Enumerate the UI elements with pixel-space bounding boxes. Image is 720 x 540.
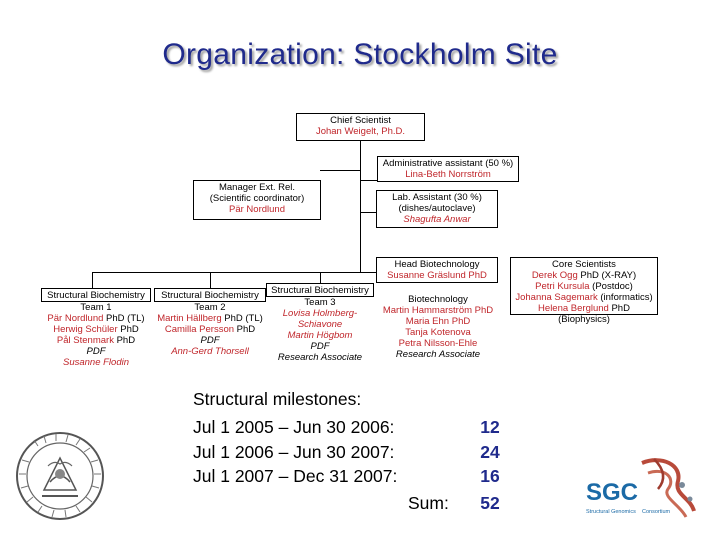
manager-sub: (Scientific coordinator): [209, 193, 305, 204]
core-member: [511, 303, 657, 325]
university-seal-logo: [14, 430, 106, 522]
milestones-heading: Structural milestones:: [193, 389, 362, 409]
chief-scientist-box: [296, 113, 425, 141]
team3-member-role: Research Associate: [277, 352, 363, 363]
team2-member-name: Camilla Persson: [164, 324, 235, 335]
manager-name: Pär Nordlund: [229, 204, 285, 215]
team3-member-name: Lovisa Holmberg-: [282, 308, 358, 319]
chief-suffix: , Ph.D.: [375, 126, 406, 137]
core-member-name: Derek Ogg: [531, 270, 578, 281]
core-member: [511, 292, 657, 303]
team3-member-name: Martin Högbom: [287, 330, 353, 341]
team3-member-name: Schiavone: [297, 319, 343, 330]
team2-member-name: Martin Hällberg: [157, 313, 222, 324]
admin-role: Administrative assistant (50 %): [382, 158, 514, 169]
team1-member-suffix: PhD (TL): [103, 313, 145, 324]
team1-member-name: Pål Stenmark: [56, 335, 114, 346]
biotech-member-name: Martin Hammarström: [382, 305, 473, 316]
team1-member-name: Susanne Flodin: [62, 357, 130, 368]
milestone-sum-value: 52: [480, 493, 500, 513]
biotech-member-suffix: PhD: [472, 305, 494, 316]
chief-role: Chief Scientist: [330, 115, 391, 126]
biotech-title: Biotechnology: [408, 294, 468, 305]
team2-box: [154, 288, 266, 302]
page-title: Organization: Stockholm Site: [162, 38, 558, 71]
team2-title: Structural Biochemistry: [161, 290, 259, 301]
chief-name: Johan Weigelt: [315, 126, 376, 137]
team2-sub: Team 2: [194, 302, 226, 313]
milestone-value: 24: [480, 442, 500, 462]
connector-line: [92, 272, 93, 289]
team2-members: [148, 302, 272, 357]
team3-box: [266, 283, 374, 297]
biotech-member-name: Tanja Kotenova: [405, 327, 471, 338]
connector-line: [320, 170, 361, 171]
lab-assistant-box: [376, 190, 498, 228]
team1-member-suffix: PhD: [117, 324, 139, 335]
core-member-suffix: (informatics): [597, 292, 653, 303]
sgc-logo-sub1: Structural Genomics: [586, 509, 636, 515]
team3-sub: Team 3: [304, 297, 336, 308]
core-member-suffix: PhD (Biophysics): [558, 303, 630, 325]
milestone-value: 12: [480, 417, 500, 437]
core-title: Core Scientists: [552, 259, 616, 270]
team1-title: Structural Biochemistry: [47, 290, 145, 301]
head-biotech-name: Susanne Gräslund: [387, 270, 466, 281]
lab-sub: (dishes/autoclave): [398, 203, 476, 214]
team3-members: [264, 297, 376, 363]
milestone-value: 16: [480, 466, 500, 486]
lab-role: Lab. Assistant (30 %): [392, 192, 482, 203]
lab-name: Shagufta Anwar: [403, 214, 471, 225]
team1-member-role: PDF: [86, 346, 106, 357]
biotech-member-suffix: PhD: [449, 316, 471, 327]
core-member-name: Petri Kursula: [535, 281, 590, 292]
biotech-member-name: Maria Ehn: [405, 316, 450, 327]
team1-member-name: Pär Nordlund: [47, 313, 104, 324]
team1-member-name: Herwig Schüler: [53, 324, 118, 335]
head-biotech-role: Head Biotechnology: [394, 259, 480, 270]
team2-member-name: Ann-Gerd Thorsell: [171, 346, 249, 357]
core-member-name: Johanna Sagemark: [515, 292, 598, 303]
core-member: [511, 281, 657, 292]
team1-member-suffix: PhD: [113, 335, 136, 346]
sgc-logo-sub2: Consortium: [642, 509, 671, 515]
biotech-member-name: Petra Nilsson-Ehle: [398, 338, 478, 349]
milestone-label: Jul 1 2005 – Jun 30 2006:: [193, 417, 395, 437]
admin-box: [377, 156, 519, 182]
connector-line: [360, 212, 376, 213]
biotech-member-role: Research Associate: [395, 349, 481, 360]
core-member-name: Helena Berglund: [538, 303, 609, 314]
team2-member-role: PDF: [200, 335, 220, 346]
sgc-logo-text: SGC: [586, 479, 639, 506]
sgc-logo: [582, 455, 707, 525]
core-member-suffix: (Postdoc): [589, 281, 633, 292]
admin-name: Lina-Beth Norrström: [405, 169, 491, 180]
biotech-members: [376, 294, 500, 360]
head-biotech-box: [376, 257, 498, 283]
connector-line: [210, 272, 211, 289]
head-biotech-suffix: PhD: [465, 270, 487, 281]
team1-sub: Team 1: [80, 302, 112, 313]
milestone-sum-label: Sum:: [408, 493, 449, 513]
team1-box: [41, 288, 151, 302]
core-member-suffix: PhD (X-RAY): [577, 270, 637, 281]
team3-title: Structural Biochemistry: [271, 285, 369, 296]
manager-box: [193, 180, 321, 220]
connector-line: [360, 140, 361, 272]
manager-role: Manager Ext. Rel.: [218, 182, 296, 193]
team2-member-suffix: PhD (TL): [221, 313, 263, 324]
milestone-label: Jul 1 2007 – Dec 31 2007:: [193, 466, 398, 486]
milestone-label: Jul 1 2006 – Jun 30 2007:: [193, 442, 395, 462]
team1-members: [36, 302, 156, 368]
team3-member-role: PDF: [310, 341, 330, 352]
core-member: [511, 270, 657, 281]
team2-member-suffix: PhD: [234, 324, 256, 335]
core-scientists-box: [510, 257, 658, 325]
